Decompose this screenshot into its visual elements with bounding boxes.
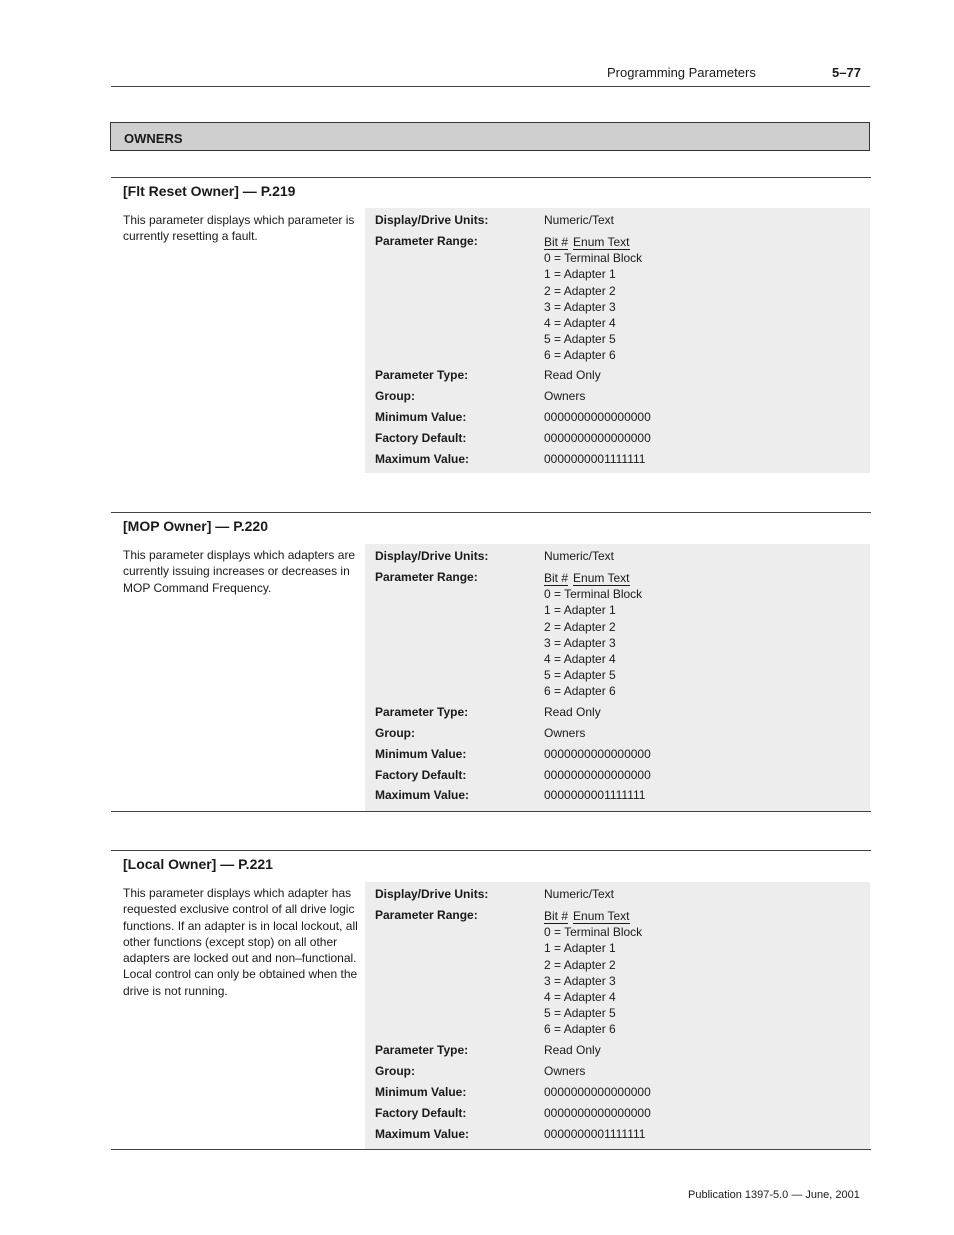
units-value: Numeric/Text xyxy=(544,549,615,563)
group-label: Group: xyxy=(375,389,415,403)
parameter-description: This parameter displays which adapters are currently issuing increases or decreases in MOP Command Frequency. xyxy=(123,548,356,595)
range-item: 0 = Terminal Block xyxy=(544,251,643,266)
page-number: 5–77 xyxy=(832,65,861,80)
header-rule xyxy=(111,86,870,87)
max-value: 0000000001111111 xyxy=(544,452,646,466)
parameter-number: P.219 xyxy=(260,183,296,199)
range-item: 2 = Adapter 2 xyxy=(544,957,616,972)
range-header xyxy=(544,908,630,924)
range-item: 2 = Adapter 2 xyxy=(544,619,616,634)
type-label: Parameter Type: xyxy=(375,368,469,382)
range-item: 5 = Adapter 5 xyxy=(544,1006,616,1021)
parameter-spec-table xyxy=(365,208,870,473)
range-list xyxy=(544,908,642,1038)
type-value: Read Only xyxy=(544,705,601,719)
range-item: 1 = Adapter 1 xyxy=(544,603,616,618)
range-label: Parameter Range: xyxy=(375,234,478,248)
max-label: Maximum Value: xyxy=(375,1127,470,1141)
parameter-spec-table xyxy=(365,882,870,1149)
group-value: Owners xyxy=(544,389,586,403)
range-item: 6 = Adapter 6 xyxy=(544,684,616,699)
range-item: 6 = Adapter 6 xyxy=(544,1022,616,1037)
publication-footer: Publication 1397-5.0 — June, 2001 xyxy=(688,1189,860,1201)
default-label: Factory Default: xyxy=(375,431,467,445)
units-label: Display/Drive Units: xyxy=(375,213,489,227)
range-item: 2 = Adapter 2 xyxy=(544,283,616,298)
min-label: Minimum Value: xyxy=(375,747,467,761)
parameter-number: P.221 xyxy=(238,856,273,872)
parameter-name: [Flt Reset Owner] xyxy=(123,183,239,199)
range-header-enum: Enum Text xyxy=(573,571,630,585)
group-label: Group: xyxy=(375,1064,415,1078)
page-header-title: Programming Parameters xyxy=(607,65,756,80)
units-value: Numeric/Text xyxy=(544,213,615,227)
section-bar xyxy=(110,122,870,151)
units-value: Numeric/Text xyxy=(544,887,615,901)
range-header xyxy=(544,570,630,586)
max-label: Maximum Value: xyxy=(375,452,470,466)
range-header-enum: Enum Text xyxy=(573,235,630,249)
min-value: 0000000000000000 xyxy=(544,410,651,424)
parameter-title: [Flt Reset Owner] — P.219 xyxy=(123,183,296,199)
range-item: 0 = Terminal Block xyxy=(544,587,643,602)
divider-rule xyxy=(111,512,871,513)
range-item: 3 = Adapter 3 xyxy=(544,299,616,314)
range-item: 1 = Adapter 1 xyxy=(544,267,616,282)
units-label: Display/Drive Units: xyxy=(375,887,489,901)
range-item: 6 = Adapter 6 xyxy=(544,348,616,363)
divider-rule xyxy=(111,1149,871,1150)
range-list xyxy=(544,570,642,700)
units-label: Display/Drive Units: xyxy=(375,549,489,563)
default-label: Factory Default: xyxy=(375,768,467,782)
type-label: Parameter Type: xyxy=(375,1043,469,1057)
default-label: Factory Default: xyxy=(375,1106,467,1120)
range-list xyxy=(544,234,642,364)
min-label: Minimum Value: xyxy=(375,410,467,424)
default-value: 0000000000000000 xyxy=(544,768,651,782)
group-label: Group: xyxy=(375,726,415,740)
divider-rule xyxy=(111,850,871,851)
range-item: 0 = Terminal Block xyxy=(544,925,643,940)
range-header xyxy=(544,234,630,250)
range-header-bit: Bit # xyxy=(544,571,569,585)
type-label: Parameter Type: xyxy=(375,705,469,719)
min-label: Minimum Value: xyxy=(375,1085,467,1099)
range-item: 4 = Adapter 4 xyxy=(544,652,616,667)
max-value: 0000000001111111 xyxy=(544,788,646,802)
range-label: Parameter Range: xyxy=(375,570,478,584)
max-value: 0000000001111111 xyxy=(544,1127,646,1141)
range-item: 4 = Adapter 4 xyxy=(544,316,616,331)
range-header-bit: Bit # xyxy=(544,235,569,249)
parameter-number: P.220 xyxy=(233,518,268,534)
type-value: Read Only xyxy=(544,368,601,382)
range-item: 3 = Adapter 3 xyxy=(544,973,616,988)
min-value: 0000000000000000 xyxy=(544,1085,651,1099)
divider-rule xyxy=(111,177,871,178)
range-item: 5 = Adapter 5 xyxy=(544,332,616,347)
parameter-name: [MOP Owner] xyxy=(123,518,212,534)
min-value: 0000000000000000 xyxy=(544,747,651,761)
max-label: Maximum Value: xyxy=(375,788,470,802)
range-item: 3 = Adapter 3 xyxy=(544,635,616,650)
range-item: 1 = Adapter 1 xyxy=(544,941,616,956)
type-value: Read Only xyxy=(544,1043,601,1057)
range-item: 5 = Adapter 5 xyxy=(544,668,616,683)
range-item: 4 = Adapter 4 xyxy=(544,990,616,1005)
parameter-title: [MOP Owner] — P.220 xyxy=(123,518,268,534)
parameter-description: This parameter displays which adapter has requested exclusive control of all drive logic functions. If an adapter is in local lockout, all other functions (except stop) on all other adapters are locked out and non–functional. Local control can only be obtained when the drive is not running. xyxy=(123,886,358,998)
parameter-title: [Local Owner] — P.221 xyxy=(123,856,273,872)
range-header-bit: Bit # xyxy=(544,909,569,923)
default-value: 0000000000000000 xyxy=(544,1106,651,1120)
group-value: Owners xyxy=(544,726,586,740)
parameter-description: This parameter displays which parameter is currently resetting a fault. xyxy=(123,213,355,244)
parameter-name: [Local Owner] xyxy=(123,856,217,872)
range-header-enum: Enum Text xyxy=(573,909,630,923)
group-value: Owners xyxy=(544,1064,586,1078)
range-label: Parameter Range: xyxy=(375,908,478,922)
parameter-spec-table xyxy=(365,544,870,811)
default-value: 0000000000000000 xyxy=(544,431,651,445)
section-title: OWNERS xyxy=(124,131,183,146)
divider-rule xyxy=(111,811,871,812)
